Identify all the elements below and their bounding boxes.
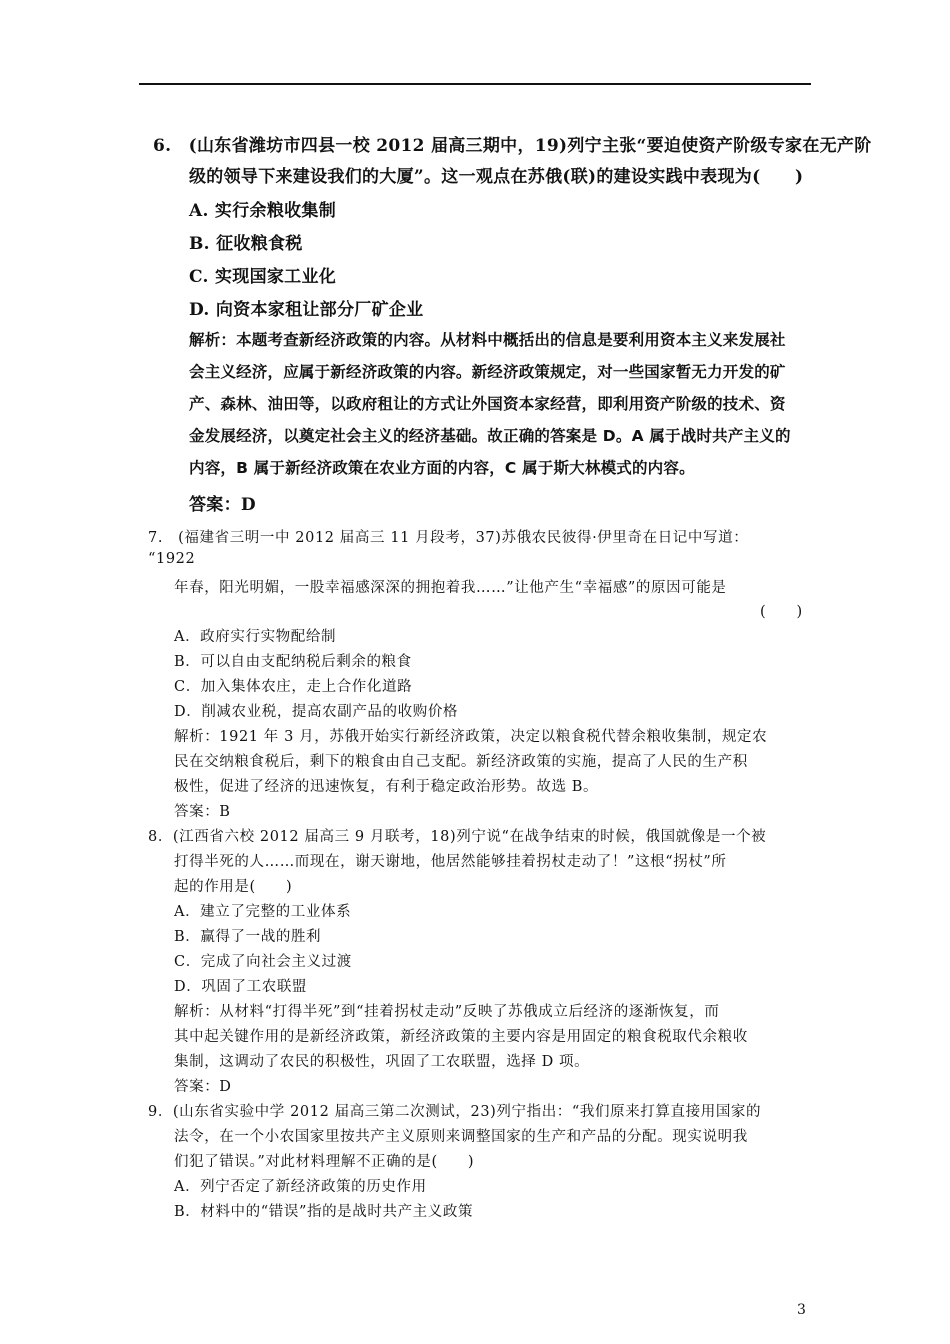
- q8-option-c: C．完成了向社会主义过渡: [174, 954, 352, 970]
- q6-stem-line-2: 级的领导下来建设我们的大厦”。这一观点在苏俄(联)的建设实践中表现为( ): [189, 167, 804, 187]
- q7-answer-bracket: ( ): [760, 604, 803, 620]
- q7-analysis-line-1: 解析：1921 年 3 月，苏俄开始实行新经济政策，决定以粮食税代替余粮收集制，规定农: [174, 729, 768, 745]
- q7-option-c: C．加入集体农庄，走上合作化道路: [174, 679, 413, 695]
- q8-option-a: A．建立了完整的工业体系: [174, 904, 352, 920]
- q9-stem-line-1: 9．(山东省实验中学 2012 届高三第二次测试，23)列宁指出：“我们原来打算直接用国家的: [148, 1104, 762, 1120]
- q7-analysis-line-3: 极性，促进了经济的迅速恢复，有利于稳定政治形势。故选 B。: [174, 779, 599, 795]
- q7-stem-line-1: 7. (福建省三明一中 2012 届高三 11 月段考，37)苏俄农民彼得·伊里奇在日记中写道：: [148, 530, 749, 546]
- q7-analysis-line-2: 民在交纳粮食税后，剩下的粮食由自己支配。新经济政策的实施，提高了人民的生产积: [174, 754, 748, 770]
- q6-analysis-line-3: 产、森林、油田等，以政府租让的方式让外国资本家经营，即利用资产阶级的技术、资: [189, 395, 786, 413]
- q6-analysis-line-5: 内容，B 属于新经济政策在农业方面的内容，C 属于斯大林模式的内容。: [189, 459, 695, 477]
- q7-stem-line-3: 年春，阳光明媚，一股幸福感深深的拥抱着我……”让他产生“幸福感”的原因可能是: [174, 580, 727, 596]
- q6-option-d: D. 向资本家租让部分厂矿企业: [189, 300, 424, 320]
- q7-option-a: A．政府实行实物配给制: [174, 629, 337, 645]
- q8-option-b: B．赢得了一战的胜利: [174, 929, 322, 945]
- q9-option-b: B．材料中的“错误”指的是战时共产主义政策: [174, 1204, 474, 1220]
- q7-stem-line-2: “1922: [148, 551, 196, 567]
- q9-stem-line-2: 法令，在一个小农国家里按共产主义原则来调整国家的生产和产品的分配。现实说明我: [174, 1129, 748, 1145]
- q6-analysis-line-1: 解析：本题考查新经济政策的内容。从材料中概括出的信息是要利用资本主义来发展社: [189, 331, 786, 349]
- q6-option-a: A. 实行余粮收集制: [189, 201, 337, 221]
- q7-option-b: B．可以自由支配纳税后剩余的粮食: [174, 654, 412, 670]
- q8-answer: 答案：D: [174, 1079, 232, 1095]
- q6-option-b: B. 征收粮食税: [189, 234, 303, 254]
- q9-option-a: A．列宁否定了新经济政策的历史作用: [174, 1179, 427, 1195]
- page-number: 3: [797, 1302, 806, 1318]
- q8-analysis-line-2: 其中起关键作用的是新经济政策，新经济政策的主要内容是用固定的粮食税取代余粮收: [174, 1029, 748, 1045]
- q8-analysis-line-3: 集制，这调动了农民的积极性，巩固了工农联盟，选择 D 项。: [174, 1054, 590, 1070]
- q6-option-c: C. 实现国家工业化: [189, 267, 337, 287]
- q6-stem-line-1: 6. (山东省潍坊市四县一校 2012 届高三期中，19)列宁主张“要迫使资产阶级专家在无产阶: [153, 136, 872, 156]
- header-rule: [139, 83, 811, 85]
- q7-option-d: D．削减农业税，提高农副产品的收购价格: [174, 704, 459, 720]
- q6-answer: 答案：D: [189, 495, 256, 515]
- q8-stem-line-3: 起的作用是( ): [174, 879, 293, 895]
- q7-answer: 答案：B: [174, 804, 231, 820]
- q8-stem-line-2: 打得半死的人……而现在，谢天谢地，他居然能够挂着拐杖走动了！”这根“拐杖”所: [174, 854, 727, 870]
- q8-analysis-line-1: 解析：从材料“打得半死”到“挂着拐杖走动”反映了苏俄成立后经济的逐渐恢复，而: [174, 1004, 720, 1020]
- q8-stem-line-1: 8．(江西省六校 2012 届高三 9 月联考，18)列宁说“在战争结束的时候，俄国就像是一个被: [148, 829, 767, 845]
- q6-analysis-line-4: 金发展经济，以奠定社会主义的经济基础。故正确的答案是 D。A 属于战时共产主义的: [189, 427, 791, 445]
- q6-analysis-line-2: 会主义经济，应属于新经济政策的内容。新经济政策规定，对一些国家暂无力开发的矿: [189, 363, 786, 381]
- q9-stem-line-3: 们犯了错误。”对此材料理解不正确的是( ): [174, 1154, 475, 1170]
- q8-option-d: D．巩固了工农联盟: [174, 979, 308, 995]
